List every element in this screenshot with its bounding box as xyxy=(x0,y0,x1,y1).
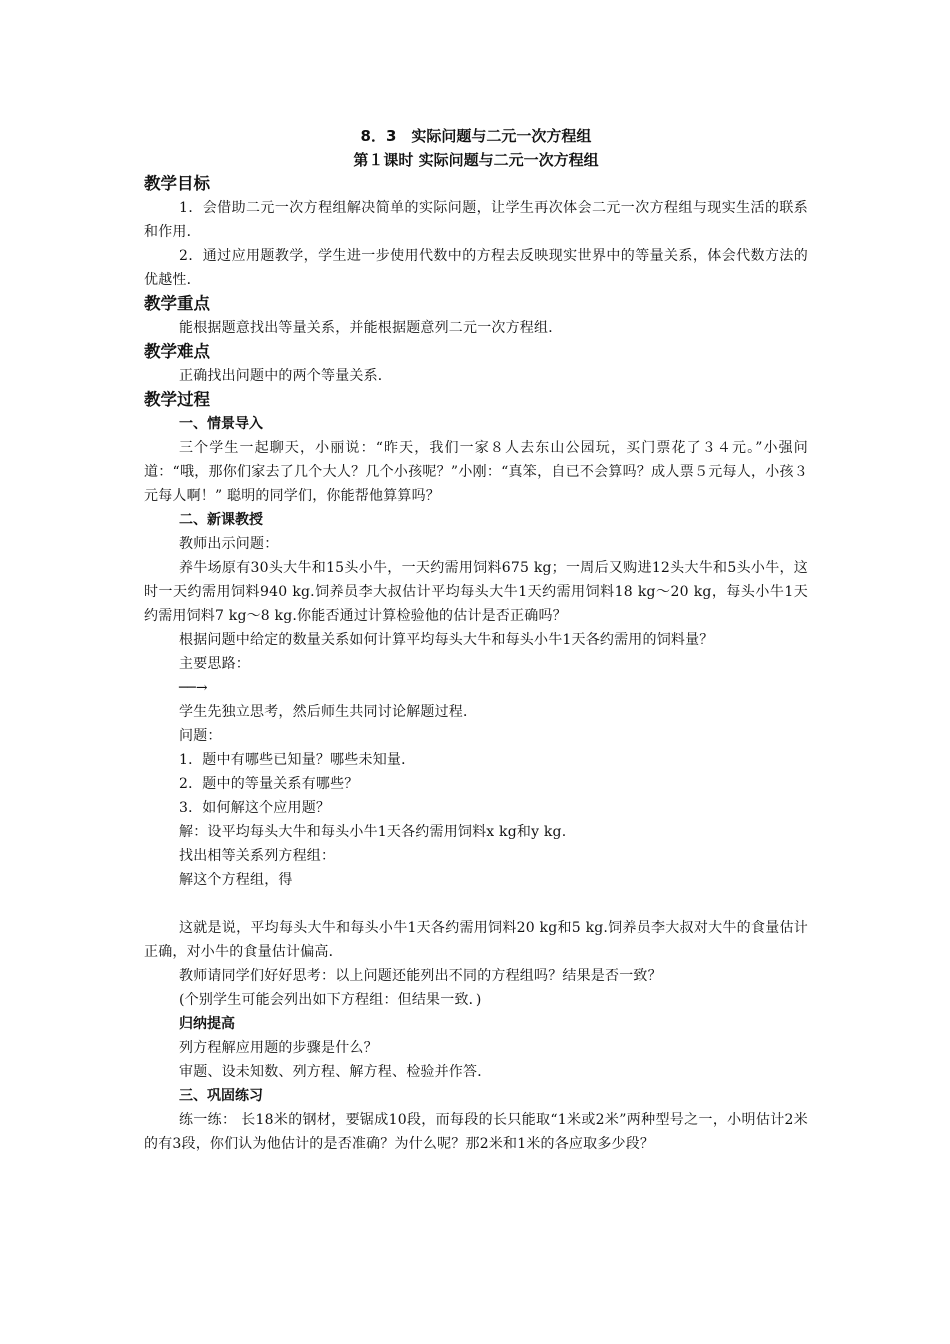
find-equations: 找出相等关系列方程组： xyxy=(179,848,336,864)
subheading-intro: 一、情景导入 xyxy=(179,416,263,432)
subheading-new-lesson: 二、新课教授 xyxy=(179,512,263,528)
question-how: 根据问题中给定的数量关系如何计算平均每头大牛和每头小牛1天各约需用的饲料量？ xyxy=(179,632,714,648)
teacher-shows: 教师出示问题： xyxy=(179,536,279,552)
main-idea: 主要思路： xyxy=(179,656,250,672)
arrow-line: ──→ xyxy=(179,680,208,696)
lesson-subtitle: 第１课时 实际问题与二元一次方程组 xyxy=(353,151,599,169)
key-point: 能根据题意找出等量关系，并能根据题意列二元一次方程组． xyxy=(179,320,563,336)
intro-story: 三个学生一起聊天，小丽说：“昨天，我们一家８人去东山公园玩，买门票花了３４元。”小强问道：“哦，那你们家去了几个大人？几个小孩呢？”小刚：“真笨，自已不会算吗？成人票５元每人，小孩３元每人啊！” 聪明的同学们，你能帮他算算吗？ xyxy=(144,440,808,504)
summary-question: 列方程解应用题的步骤是什么？ xyxy=(179,1040,378,1056)
problem-text: 养牛场原有30头大牛和15头小牛，一天约需用饲料675 kg；一周后又购进12头大牛和5头小牛，这时一天约需用饲料940 kg.饲养员李大叔估计平均每头大牛1天约需用饲料18 kg～20 kg，每头小牛1天约需用饲料7 kg～8 kg.你能否通过计算检验他的估计是否正确吗？ xyxy=(144,560,808,624)
heading-difficulties: 教学难点 xyxy=(144,342,210,361)
heading-key-points: 教学重点 xyxy=(144,294,210,313)
subheading-practice: 三、巩固练习 xyxy=(179,1088,263,1104)
question-3: 3．如何解这个应用题？ xyxy=(179,800,331,816)
summary-answer: 审题、设未知数、列方程、解方程、检验并作答． xyxy=(179,1064,492,1080)
practice-problem: 练一练： 长18米的钢材，要锯成10段，而每段的长只能取“1米或2米”两种型号之一，小明估计2米的有3段，你们认为他估计的是否准确？为什么呢？那2米和1米的各应取多少段？ xyxy=(144,1112,808,1152)
heading-teaching-process: 教学过程 xyxy=(144,390,210,409)
lesson-title: 8．3 实际问题与二元一次方程组 xyxy=(360,127,592,145)
subheading-summary: 归纳提高 xyxy=(179,1016,235,1032)
question-1: 1．题中有哪些已知量？哪些未知量． xyxy=(179,752,416,768)
difficulty: 正确找出问题中的两个等量关系． xyxy=(179,368,392,384)
heading-teaching-goals: 教学目标 xyxy=(144,174,210,193)
questions-label: 问题： xyxy=(179,728,222,744)
student-note: (个别学生可能会列出如下方程组：但结果一致．) xyxy=(179,992,482,1008)
teacher-ask: 教师请同学们好好思考：以上问题还能列出不同的方程组吗？结果是否一致？ xyxy=(179,968,662,984)
conclusion: 这就是说，平均每头大牛和每头小牛1天各约需用饲料20 kg和5 kg.饲养员李大叔对大牛的食量估计正确，对小牛的食量估计偏高． xyxy=(144,920,808,960)
document xyxy=(144,124,808,1156)
question-2: 2．题中的等量关系有哪些？ xyxy=(179,776,359,792)
solution-setup: 解：设平均每头大牛和每头小牛1天各约需用饲料x kg和y kg. xyxy=(179,824,567,840)
solve-system: 解这个方程组，得 xyxy=(179,872,293,888)
students-think: 学生先独立思考，然后师生共同讨论解题过程． xyxy=(179,704,478,720)
blank-space xyxy=(144,892,808,916)
goal-1: 1．会借助二元一次方程组解决简单的实际问题，让学生再次体会二元一次方程组与现实生活的联系和作用． xyxy=(144,200,808,240)
goal-2: 2．通过应用题教学，学生进一步使用代数中的方程去反映现实世界中的等量关系，体会代数方法的优越性． xyxy=(144,248,808,288)
